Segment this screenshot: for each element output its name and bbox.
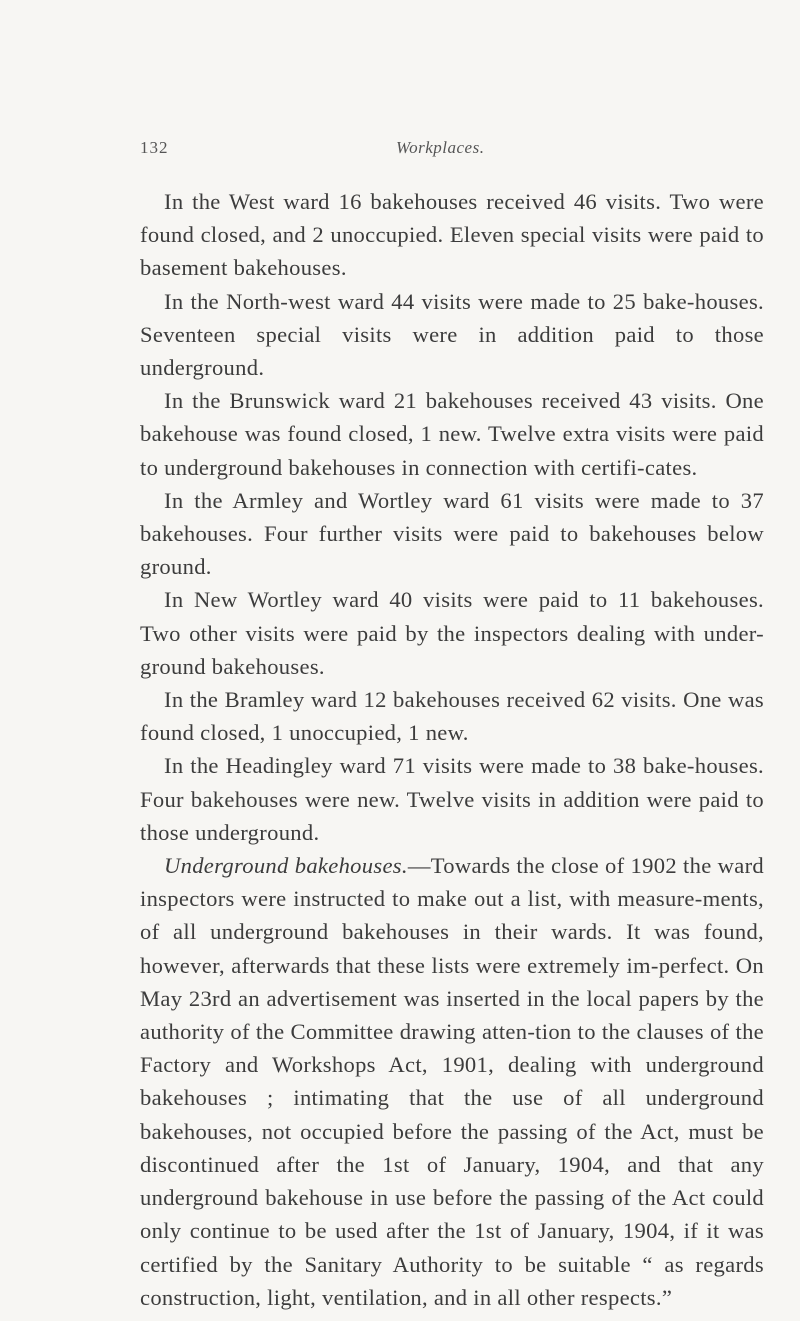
- paragraph-new-wortley-ward: In New Wortley ward 40 visits were paid to 11 bakehouses. Two other visits were paid by the inspectors dealing with under-ground bakehouses.: [140, 587, 764, 679]
- body-text: [140, 185, 764, 1314]
- paragraph-headingley-ward: In the Headingley ward 71 visits were made to 38 bake-houses. Four bakehouses were new. Twelve visits in addition were paid to those underground.: [140, 753, 764, 845]
- paragraph-underground-bakehouses: [140, 849, 764, 1314]
- paragraph-armley-wortley-ward: In the Armley and Wortley ward 61 visits were made to 37 bakehouses. Four further visits were paid to bakehouses below ground.: [140, 487, 764, 580]
- paragraph-bramley-ward: In the Bramley ward 12 bakehouses received 62 visits. One was found closed, 1 unoccupied, 1 new.: [140, 687, 764, 746]
- underground-bakehouses-heading: Underground bakehouses.: [164, 853, 408, 879]
- underground-bakehouses-text: —Towards the close of 1902 the ward inspectors were instructed to make out a list, with measure-ments, of all underground bakehouses in their wards. It was found, however, afterwards that these lists were extremely im-perfect. On May 23rd an advertisement was inserted in the local papers by the authority of the Committee drawing atten-tion to the clauses of the Factory and Workshops Act, 1901, dealing with underground bakehouses ; intimating that the use of all underground bakehouses, not occupied before the passing of the Act, must be discontinued after the 1st of January, 1904, and that any underground bakehouse in use before the passing of the Act could only continue to be used after the 1st of January, 1904, if it was certified by the Sanitary Authority to be suitable “ as regards construction, light, ventilation, and in all other respects.”: [140, 853, 765, 1310]
- page-number: 132: [140, 138, 169, 157]
- section-title: Workplaces.: [396, 138, 485, 157]
- paragraph-west-ward: In the West ward 16 bakehouses received 46 visits. Two were found closed, and 2 unoccupied. Eleven special visits were paid to basement bakehouses.: [140, 189, 764, 281]
- paragraph-brunswick-ward: In the Brunswick ward 21 bakehouses received 43 visits. One bakehouse was found closed, 1 new. Twelve extra visits were paid to underground bakehouses in connection with certifi-cates.: [140, 388, 764, 480]
- paragraph-north-west-ward: In the North-west ward 44 visits were made to 25 bake-houses. Seventeen special visits were in addition paid to those underground.: [140, 288, 764, 381]
- running-head: [140, 138, 760, 164]
